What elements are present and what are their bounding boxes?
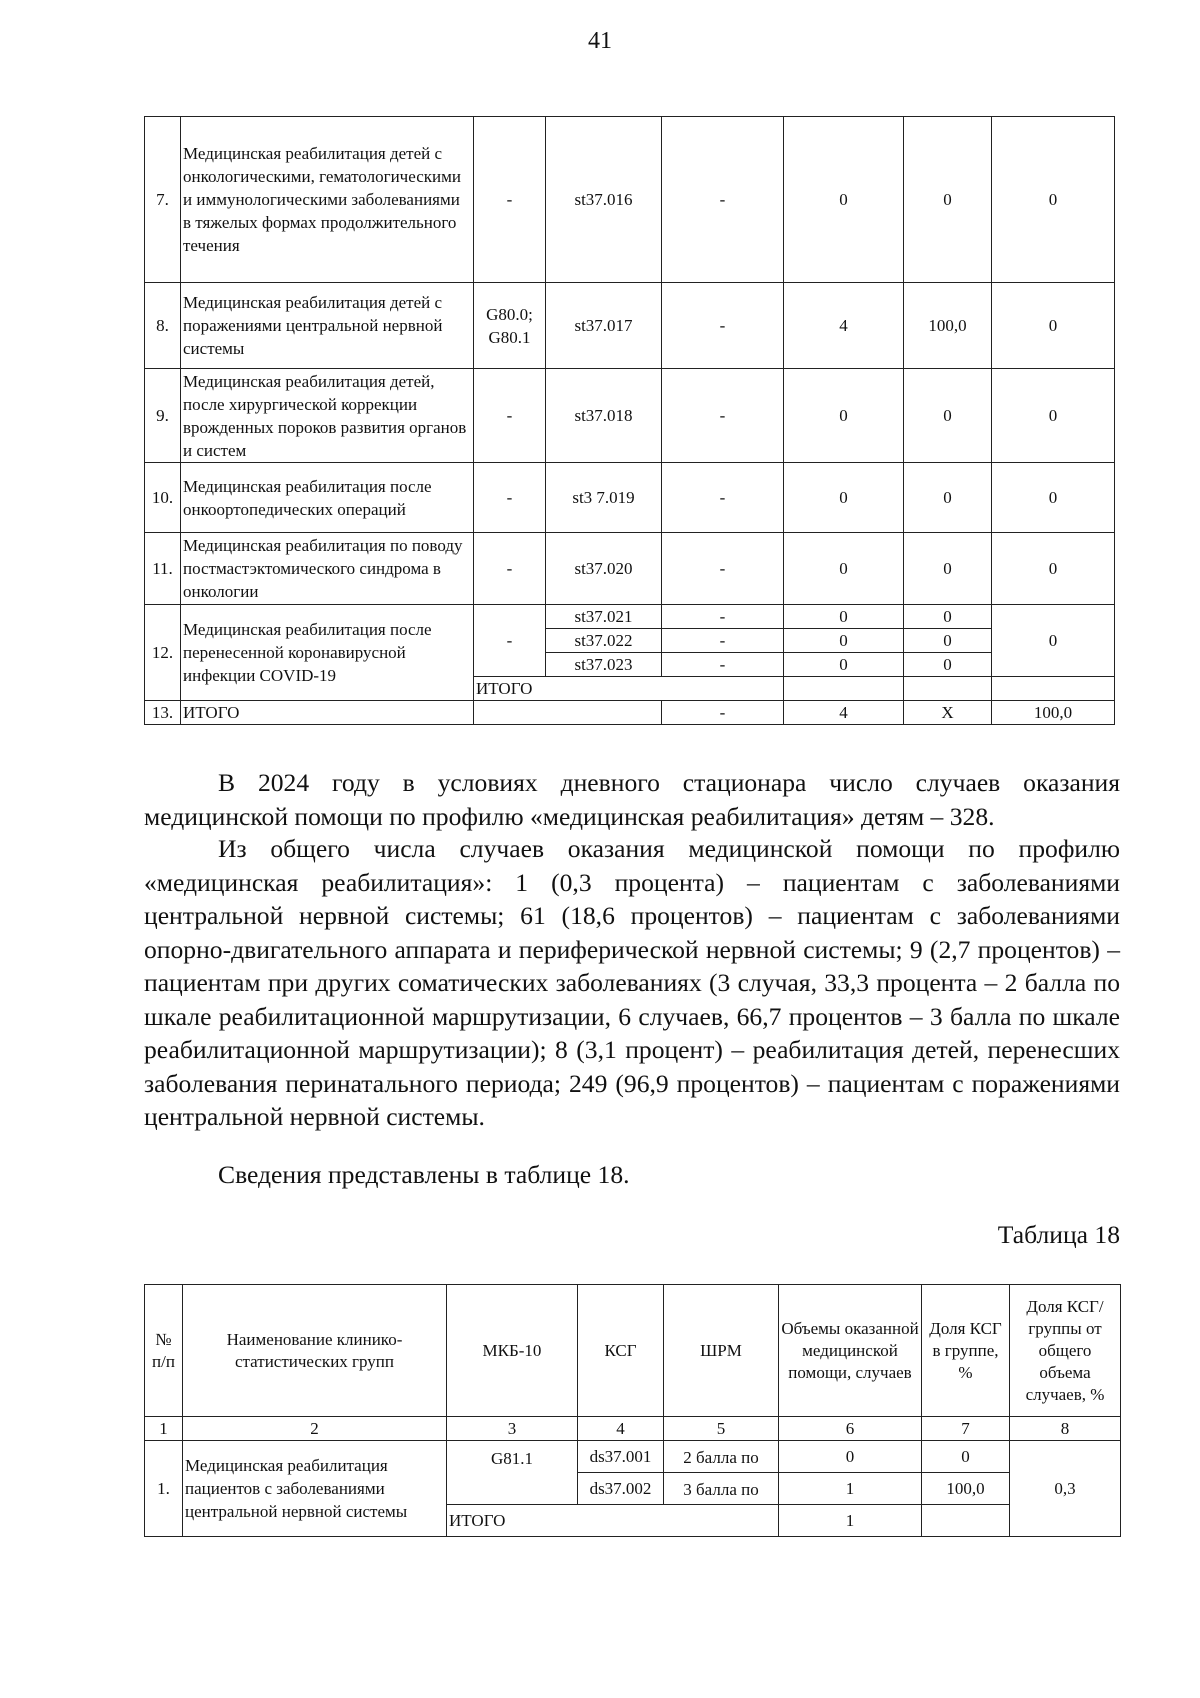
group-name: Медицинская реабилитация детей с поражениями центральной нервной системы xyxy=(181,283,474,369)
shrm-value: - xyxy=(662,701,784,725)
empty-cell xyxy=(474,701,662,725)
empty-cell xyxy=(922,1505,1010,1537)
group-name: Медицинская реабилитация пациентов с заболеваниями центральной нервной системы xyxy=(183,1441,447,1537)
empty-cell xyxy=(784,677,904,701)
row-number: 12. xyxy=(145,605,181,701)
column-number: 3 xyxy=(447,1417,578,1441)
shrm-value: - xyxy=(662,463,784,533)
table-row xyxy=(145,533,1115,605)
header-share-group: Доля КСГ в группе, % xyxy=(922,1285,1010,1417)
itogo-label: ИТОГО xyxy=(447,1505,779,1537)
table-row xyxy=(145,463,1115,533)
table-18 xyxy=(144,1284,1121,1537)
column-number-row xyxy=(145,1417,1121,1441)
shrm-text: 2 балла по xyxy=(683,1447,759,1467)
shrm-value: - xyxy=(662,653,784,677)
header-share-total: Доля КСГ/группы от общего объема случаев, % xyxy=(1010,1285,1121,1417)
column-number: 4 xyxy=(578,1417,664,1441)
ksg-code: st3 7.019 xyxy=(546,463,662,533)
volume-value: 1 xyxy=(779,1505,922,1537)
share-total-value: 0,3 xyxy=(1010,1441,1121,1537)
header-group-name: Наименование клинико-статистических групп xyxy=(183,1285,447,1417)
volume-value: 1 xyxy=(779,1473,922,1505)
column-number: 5 xyxy=(664,1417,779,1441)
column-number: 6 xyxy=(779,1417,922,1441)
share-total-value: 100,0 xyxy=(992,701,1115,725)
ksg-code: st37.022 xyxy=(546,629,662,653)
volume-value: 0 xyxy=(784,463,904,533)
paragraph-3: Сведения представлены в таблице 18. xyxy=(218,1160,630,1189)
shrm-value xyxy=(664,1473,779,1505)
header-number: № п/п xyxy=(145,1285,183,1417)
header-ksg: КСГ xyxy=(578,1285,664,1417)
empty-cell xyxy=(904,677,992,701)
ksg-code: st37.018 xyxy=(546,369,662,463)
rehabilitation-table-continued xyxy=(144,116,1115,725)
header-volume: Объемы оказанной медицинской помощи, случаев xyxy=(779,1285,922,1417)
share-group-value: X xyxy=(904,701,992,725)
mkb-code: - xyxy=(474,117,546,283)
volume-value: 0 xyxy=(784,117,904,283)
itogo-label: ИТОГО xyxy=(474,677,784,701)
share-group-value: 0 xyxy=(922,1441,1010,1473)
shrm-value: - xyxy=(662,369,784,463)
header-mkb: МКБ-10 xyxy=(447,1285,578,1417)
share-group-value: 0 xyxy=(904,117,992,283)
shrm-value: - xyxy=(662,533,784,605)
volume-value: 0 xyxy=(784,533,904,605)
volume-value: 0 xyxy=(784,629,904,653)
header-row xyxy=(145,1285,1121,1417)
shrm-text: 3 балла по xyxy=(683,1479,759,1499)
table-row xyxy=(145,117,1115,283)
mkb-code: - xyxy=(474,463,546,533)
share-group-value: 0 xyxy=(904,369,992,463)
mkb-code: G81.1 xyxy=(447,1441,578,1505)
ksg-code: st37.021 xyxy=(546,605,662,629)
group-name: Медицинская реабилитация детей с онкологическими, гематологическими и иммунологическими заболеваниями в тяжелых формах продолжительного течения xyxy=(181,117,474,283)
share-total-value: 0 xyxy=(992,463,1115,533)
share-group-value: 100,0 xyxy=(922,1473,1010,1505)
share-total-value: 0 xyxy=(992,283,1115,369)
share-group-value: 100,0 xyxy=(904,283,992,369)
total-label: ИТОГО xyxy=(181,701,474,725)
volume-value: 0 xyxy=(784,605,904,629)
mkb-code: - xyxy=(474,605,546,677)
table-row xyxy=(145,1441,1121,1473)
paragraph-1: В 2024 году в условиях дневного стационара число случаев оказания медицинской помощи по профилю «медицинская реабилитация» детям – 328. xyxy=(144,768,1120,831)
share-group-value: 0 xyxy=(904,653,992,677)
table-row xyxy=(145,283,1115,369)
volume-value: 4 xyxy=(784,701,904,725)
share-total-value: 0 xyxy=(992,533,1115,605)
shrm-value: - xyxy=(662,629,784,653)
ksg-code: st37.020 xyxy=(546,533,662,605)
column-number: 7 xyxy=(922,1417,1010,1441)
ksg-code: ds37.002 xyxy=(578,1473,664,1505)
row-number: 10. xyxy=(145,463,181,533)
share-group-value: 0 xyxy=(904,605,992,629)
mkb-code: - xyxy=(474,369,546,463)
shrm-value: - xyxy=(662,605,784,629)
row-number: 8. xyxy=(145,283,181,369)
row-number: 9. xyxy=(145,369,181,463)
row-number: 13. xyxy=(145,701,181,725)
share-group-value: 0 xyxy=(904,463,992,533)
row-number: 1. xyxy=(145,1441,183,1537)
column-number: 8 xyxy=(1010,1417,1121,1441)
mkb-code: G80.0; G80.1 xyxy=(474,283,546,369)
ksg-code: st37.017 xyxy=(546,283,662,369)
share-total-value: 0 xyxy=(992,369,1115,463)
table-caption: Таблица 18 xyxy=(997,1220,1120,1249)
column-number: 2 xyxy=(183,1417,447,1441)
group-name: Медицинская реабилитация после онкоортопедических операций xyxy=(181,463,474,533)
group-name: Медицинская реабилитация по поводу постмастэктомического синдрома в онкологии xyxy=(181,533,474,605)
empty-cell xyxy=(992,677,1115,701)
shrm-value: - xyxy=(662,283,784,369)
page-number: 41 xyxy=(588,28,612,54)
column-number: 1 xyxy=(145,1417,183,1441)
volume-value: 0 xyxy=(784,653,904,677)
share-total-value: 0 xyxy=(992,605,1115,677)
volume-value: 4 xyxy=(784,283,904,369)
ksg-code: st37.023 xyxy=(546,653,662,677)
share-total-value: 0 xyxy=(992,117,1115,283)
ksg-code: st37.016 xyxy=(546,117,662,283)
total-row xyxy=(145,701,1115,725)
group-name: Медицинская реабилитация детей, после хирургической коррекции врожденных пороков развития органов и систем xyxy=(181,369,474,463)
row-number: 11. xyxy=(145,533,181,605)
volume-value: 0 xyxy=(784,369,904,463)
row-number: 7. xyxy=(145,117,181,283)
header-shrm: ШРМ xyxy=(664,1285,779,1417)
table-row xyxy=(145,369,1115,463)
group-name: Медицинская реабилитация после перенесенной коронавирусной инфекции COVID-19 xyxy=(181,605,474,701)
share-group-value: 0 xyxy=(904,533,992,605)
shrm-value xyxy=(664,1441,779,1473)
table-row xyxy=(145,605,1115,629)
mkb-code: - xyxy=(474,533,546,605)
ksg-code: ds37.001 xyxy=(578,1441,664,1473)
shrm-value: - xyxy=(662,117,784,283)
paragraph-2: Из общего числа случаев оказания медицинской помощи по профилю «медицинская реабилитация»: 1 (0,3 процента) – пациентам с заболеваниями центральной нервной системы; 61 (18,6 процентов) – пациентам с заболеваниями опорно-двигательного аппарата и периферической нервной системы; 9 (2,7 процентов) – пациентам при других соматических заболеваниях (3 случая, 33,3 процента – 2 балла по шкале реабилитационной маршрутизации, 6 случаев, 66,7 процентов – 3 балла по шкале реабилитационной маршрутизации); 8 (3,1 процент) – реабилитация детей, перенесших заболевания перинатального периода; 249 (96,9 процентов) – пациентам с поражениями центральной нервной системы. xyxy=(144,834,1120,1131)
share-group-value: 0 xyxy=(904,629,992,653)
volume-value: 0 xyxy=(779,1441,922,1473)
